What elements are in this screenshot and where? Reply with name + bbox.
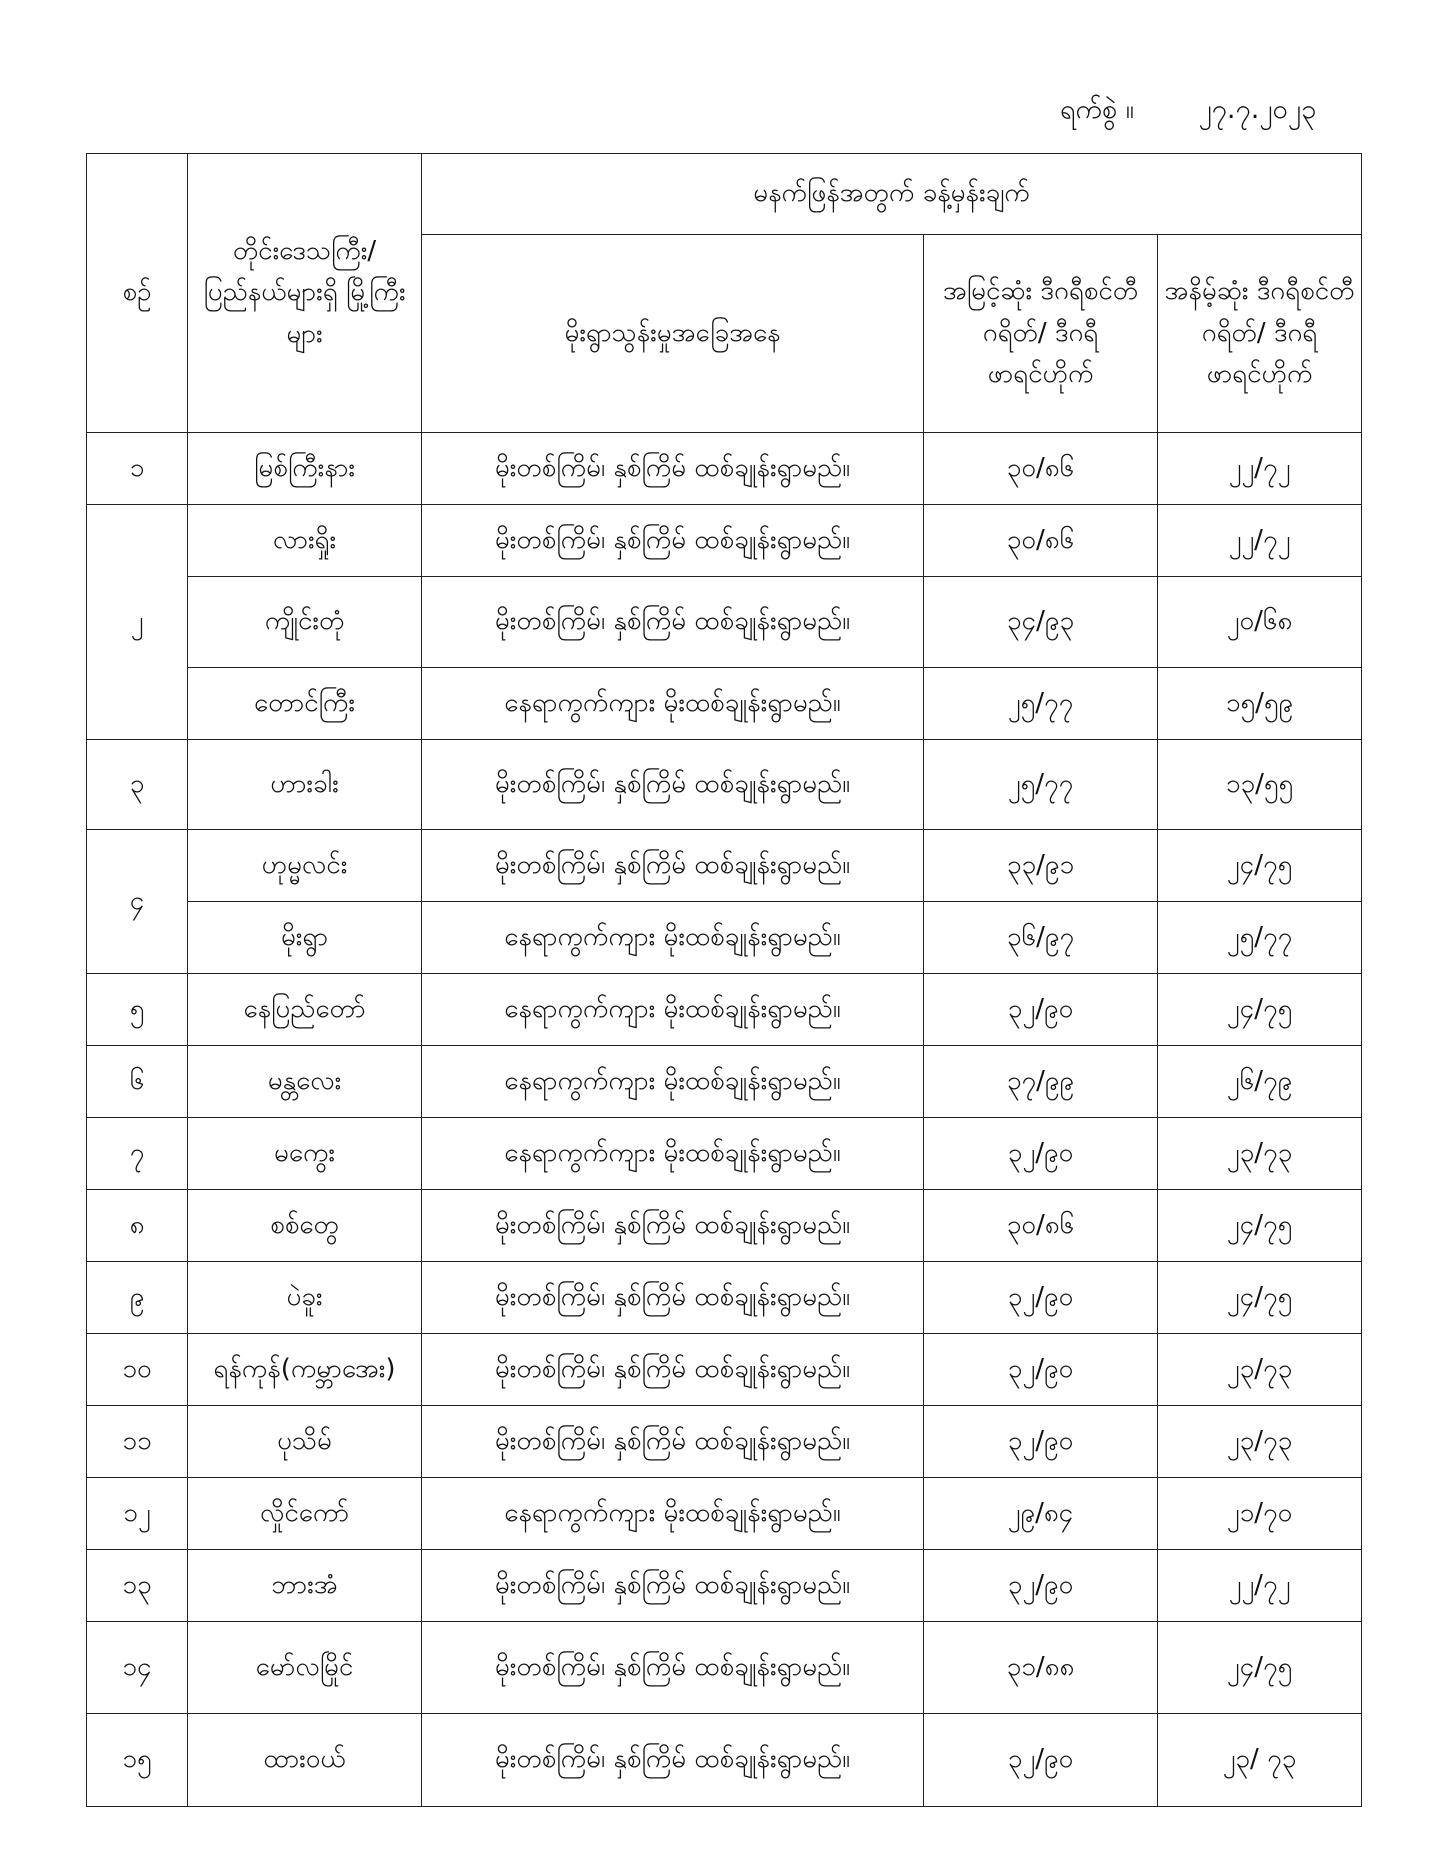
min-temp-cell: ၁၅/၅၉ — [1158, 668, 1362, 740]
city-cell: မကွေး — [188, 1118, 422, 1190]
weather-cell: နေရာကွက်ကျား မိုးထစ်ချုန်းရွာမည်။ — [422, 974, 924, 1046]
serial-cell: ၅ — [87, 974, 188, 1046]
max-temp-cell: ၃၃/၉၁ — [924, 830, 1158, 902]
table-row — [87, 974, 1362, 1046]
min-temp-cell: ၂၆/၇၉ — [1158, 1046, 1362, 1118]
serial-cell: ၁၀ — [87, 1334, 188, 1406]
min-temp-cell: ၂၄/၇၅ — [1158, 1190, 1362, 1262]
weather-cell: မိုးတစ်ကြိမ်၊ နှစ်ကြိမ် ထစ်ချုန်းရွာမည်။ — [422, 1622, 924, 1714]
table-row — [87, 1334, 1362, 1406]
city-cell: ရန်ကုန်(ကမ္ဘာအေး) — [188, 1334, 422, 1406]
table-row — [87, 1118, 1362, 1190]
max-temp-cell: ၃၂/၉၀ — [924, 1550, 1158, 1622]
max-temp-cell: ၃၁/၈၈ — [924, 1622, 1158, 1714]
city-cell: နေပြည်တော် — [188, 974, 422, 1046]
city-cell: လှိုင်ကော် — [188, 1478, 422, 1550]
max-temp-cell: ၂၉/၈၄ — [924, 1478, 1158, 1550]
serial-cell: ၉ — [87, 1262, 188, 1334]
max-temp-cell: ၃၀/၈၆ — [924, 1190, 1158, 1262]
max-temp-cell: ၂၅/၇၇ — [924, 668, 1158, 740]
serial-cell: ၇ — [87, 1118, 188, 1190]
header-serial: စဉ် — [87, 154, 188, 433]
weather-cell: မိုးတစ်ကြိမ်၊ နှစ်ကြိမ် ထစ်ချုန်းရွာမည်။ — [422, 433, 924, 505]
min-temp-cell: ၂၃/၇၃ — [1158, 1406, 1362, 1478]
weather-cell: မိုးတစ်ကြိမ်၊ နှစ်ကြိမ် ထစ်ချုန်းရွာမည်။ — [422, 1714, 924, 1807]
city-cell: ပဲခူး — [188, 1262, 422, 1334]
weather-cell: နေရာကွက်ကျား မိုးထစ်ချုန်းရွာမည်။ — [422, 668, 924, 740]
serial-cell: ၃ — [87, 740, 188, 830]
weather-cell: မိုးတစ်ကြိမ်၊ နှစ်ကြိမ် ထစ်ချုန်းရွာမည်။ — [422, 830, 924, 902]
weather-cell: မိုးတစ်ကြိမ်၊ နှစ်ကြိမ် ထစ်ချုန်းရွာမည်။ — [422, 1190, 924, 1262]
weather-cell: မိုးတစ်ကြိမ်၊ နှစ်ကြိမ် ထစ်ချုန်းရွာမည်။ — [422, 1406, 924, 1478]
serial-cell: ၁၄ — [87, 1622, 188, 1714]
min-temp-cell: ၁၃/၅၅ — [1158, 740, 1362, 830]
weather-cell: မိုးတစ်ကြိမ်၊ နှစ်ကြိမ် ထစ်ချုန်းရွာမည်။ — [422, 1334, 924, 1406]
weather-cell: မိုးတစ်ကြိမ်၊ နှစ်ကြိမ် ထစ်ချုန်းရွာမည်။ — [422, 1262, 924, 1334]
table-row — [87, 740, 1362, 830]
city-cell: ဘားအံ — [188, 1550, 422, 1622]
table-row — [87, 1046, 1362, 1118]
max-temp-cell: ၂၅/၇၇ — [924, 740, 1158, 830]
weather-cell: မိုးတစ်ကြိမ်၊ နှစ်ကြိမ် ထစ်ချုန်းရွာမည်။ — [422, 1550, 924, 1622]
forecast-table — [86, 153, 1362, 1807]
table-row — [87, 830, 1362, 902]
max-temp-cell: ၃၆/၉၇ — [924, 902, 1158, 974]
max-temp-cell: ၃၀/၈၆ — [924, 433, 1158, 505]
table-row — [87, 1622, 1362, 1714]
weather-cell: မိုးတစ်ကြိမ်၊ နှစ်ကြိမ် ထစ်ချုန်းရွာမည်။ — [422, 740, 924, 830]
table-row — [87, 902, 1362, 974]
serial-cell: ၈ — [87, 1190, 188, 1262]
table-row — [87, 577, 1362, 668]
weather-cell: နေရာကွက်ကျား မိုးထစ်ချုန်းရွာမည်။ — [422, 902, 924, 974]
min-temp-cell: ၂၃/ ၇၃ — [1158, 1714, 1362, 1807]
serial-cell: ၆ — [87, 1046, 188, 1118]
weather-cell: နေရာကွက်ကျား မိုးထစ်ချုန်းရွာမည်။ — [422, 1118, 924, 1190]
header-region: တိုင်းဒေသကြီး/ ပြည်နယ်များရှိ မြို့ကြီးများ — [188, 154, 422, 433]
header-forecast-group: မနက်ဖြန်အတွက် ခန့်မှန်းချက် — [422, 154, 1362, 235]
city-cell: မိုးရွာ — [188, 902, 422, 974]
date-value: ၂၇.၇.၂၀၂၃ — [1198, 94, 1317, 125]
max-temp-cell: ၃၇/၉၉ — [924, 1046, 1158, 1118]
serial-cell: ၄ — [87, 830, 188, 974]
city-cell: ကျိုင်းတုံ — [188, 577, 422, 668]
table-row — [87, 1714, 1362, 1807]
table-row — [87, 505, 1362, 577]
max-temp-cell: ၃၄/၉၃ — [924, 577, 1158, 668]
date-line — [1060, 92, 1360, 132]
min-temp-cell: ၂၃/၇၃ — [1158, 1334, 1362, 1406]
max-temp-cell: ၃၀/၈၆ — [924, 505, 1158, 577]
city-cell: မော်လမြိုင် — [188, 1622, 422, 1714]
max-temp-cell: ၃၂/၉၀ — [924, 1118, 1158, 1190]
serial-cell: ၁၂ — [87, 1478, 188, 1550]
city-cell: တောင်ကြီး — [188, 668, 422, 740]
header-max-temp: အမြင့်ဆုံး ဒီဂရီစင်တီဂရိတ်/ ဒီဂရီဖာရင်ဟိုက် — [924, 235, 1158, 433]
max-temp-cell: ၃၂/၉၀ — [924, 1334, 1158, 1406]
table-row — [87, 1190, 1362, 1262]
serial-cell: ၁၁ — [87, 1406, 188, 1478]
city-cell: ပုသိမ် — [188, 1406, 422, 1478]
table-row — [87, 433, 1362, 505]
serial-cell: ၂ — [87, 505, 188, 740]
min-temp-cell: ၂၂/၇၂ — [1158, 1550, 1362, 1622]
city-cell: ဟုမ္မလင်း — [188, 830, 422, 902]
header-min-temp: အနိမ့်ဆုံး ဒီဂရီစင်တီဂရိတ်/ ဒီဂရီဖာရင်ဟိုက် — [1158, 235, 1362, 433]
city-cell: လားရှိုး — [188, 505, 422, 577]
min-temp-cell: ၂၄/၇၅ — [1158, 830, 1362, 902]
city-cell: စစ်တွေ — [188, 1190, 422, 1262]
min-temp-cell: ၂၅/၇၇ — [1158, 902, 1362, 974]
serial-cell: ၁၃ — [87, 1550, 188, 1622]
max-temp-cell: ၃၂/၉၀ — [924, 1262, 1158, 1334]
city-cell: မန္တလေး — [188, 1046, 422, 1118]
table-row — [87, 668, 1362, 740]
min-temp-cell: ၂၃/၇၃ — [1158, 1118, 1362, 1190]
city-cell: ဟားခါး — [188, 740, 422, 830]
table-row — [87, 1550, 1362, 1622]
date-label: ရက်စွဲ ။ — [1060, 94, 1134, 125]
table-row — [87, 1478, 1362, 1550]
min-temp-cell: ၂၀/၆၈ — [1158, 577, 1362, 668]
min-temp-cell: ၂၁/၇၀ — [1158, 1478, 1362, 1550]
min-temp-cell: ၂၄/၇၅ — [1158, 974, 1362, 1046]
serial-cell: ၁၅ — [87, 1714, 188, 1807]
max-temp-cell: ၃၂/၉၀ — [924, 1406, 1158, 1478]
table-row — [87, 1262, 1362, 1334]
min-temp-cell: ၂၄/၇၅ — [1158, 1262, 1362, 1334]
max-temp-cell: ၃၂/၉၀ — [924, 1714, 1158, 1807]
city-cell: ထားဝယ် — [188, 1714, 422, 1807]
min-temp-cell: ၂၂/၇၂ — [1158, 505, 1362, 577]
weather-cell: မိုးတစ်ကြိမ်၊ နှစ်ကြိမ် ထစ်ချုန်းရွာမည်။ — [422, 505, 924, 577]
weather-cell: နေရာကွက်ကျား မိုးထစ်ချုန်းရွာမည်။ — [422, 1046, 924, 1118]
table-row — [87, 1406, 1362, 1478]
max-temp-cell: ၃၂/၉၀ — [924, 974, 1158, 1046]
min-temp-cell: ၂၂/၇၂ — [1158, 433, 1362, 505]
min-temp-cell: ၂၄/၇၅ — [1158, 1622, 1362, 1714]
header-weather: မိုးရွာသွန်းမှုအခြေအနေ — [422, 235, 924, 433]
city-cell: မြစ်ကြီးနား — [188, 433, 422, 505]
serial-cell: ၁ — [87, 433, 188, 505]
weather-cell: နေရာကွက်ကျား မိုးထစ်ချုန်းရွာမည်။ — [422, 1478, 924, 1550]
weather-cell: မိုးတစ်ကြိမ်၊ နှစ်ကြိမ် ထစ်ချုန်းရွာမည်။ — [422, 577, 924, 668]
